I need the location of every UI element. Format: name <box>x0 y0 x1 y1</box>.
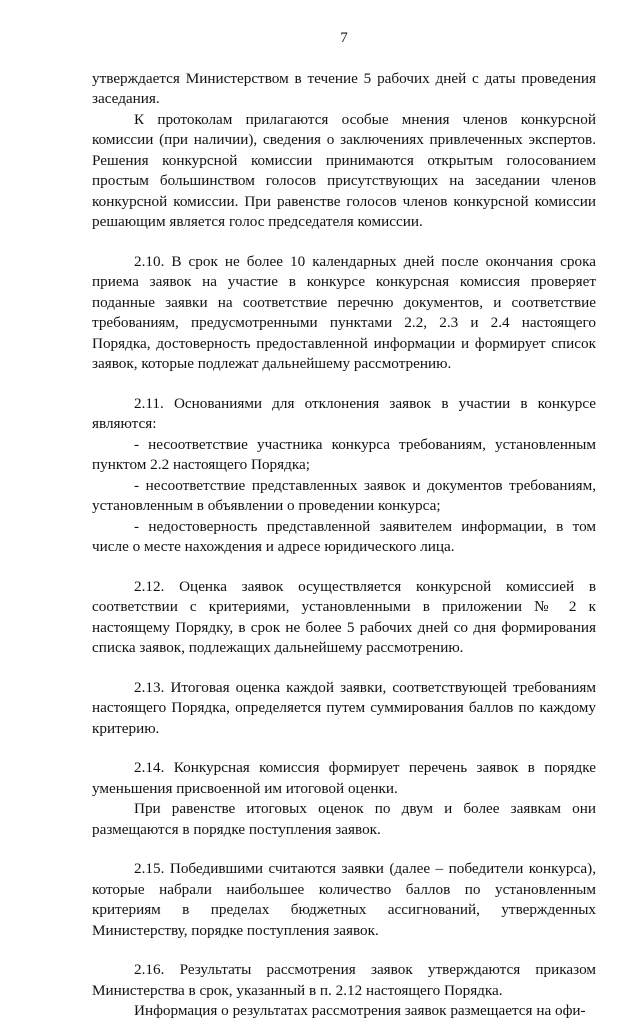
paragraph-2-10: 2.10. В срок не более 10 календарных дней после окончания срока приема заявок на участие в конкурсе конкурсная комиссия проверяет поданные заявки на соответствие перечню документов, и соответствие требованиям, предусмотренными пунктами 2.2, 2.3 и 2.4 настоящего Порядка, достоверность предоставленной информации и формирует список заявок, которые подлежат дальнейшему рассмотрению. <box>92 252 596 372</box>
list-item-rejection-2: - несоответствие представленных заявок и документов требованиям, установленным в объявлении о проведении конкурса; <box>92 476 596 514</box>
paragraph-2-15: 2.15. Победившими считаются заявки (далее – победители конкурса), которые набрали наибольшее количество баллов по установленным критериям в пределах бюджетных ассигнований, утвержденных Министерству, порядке поступления заявок. <box>92 860 596 939</box>
paragraph-2-13: 2.13. Итоговая оценка каждой заявки, соответствующей требованиям настоящего Порядка, определяется путем суммирования баллов по каждому критерию. <box>92 678 596 737</box>
list-item-rejection-1: - несоответствие участника конкурса требованиям, установленным пунктом 2.2 настоящего Порядка; <box>92 435 596 473</box>
paragraph-continuation: утверждается Министерством в течение 5 рабочих дней с даты проведения заседания. <box>92 69 596 107</box>
list-item-rejection-3: - недостоверность представленной заявителем информации, в том числе о месте нахождения и адресе юридического лица. <box>92 517 596 555</box>
paragraph-protocols: К протоколам прилагаются особые мнения членов конкурсной комиссии (при наличии), сведения о заключениях привлеченных экспертов. Решения конкурсной комиссии принимаются открытым голосованием простым большинством голосов присутствующих на заседании членов конкурсной комиссии. При равенстве голосов членов конкурсной комиссии решающим является голос председателя комиссии. <box>92 110 596 230</box>
paragraph-2-14: 2.14. Конкурсная комиссия формирует перечень заявок в порядке уменьшения присвоенной им итоговой оценки. <box>92 759 596 797</box>
paragraph-results-info: Информация о результатах рассмотрения заявок размещается на офи- <box>134 1002 586 1019</box>
paragraph-2-16: 2.16. Результаты рассмотрения заявок утверждаются приказом Министерства в срок, указанный в п. 2.12 настоящего Порядка. <box>92 961 596 999</box>
page-number: 7 <box>340 30 348 46</box>
paragraph-2-12: 2.12. Оценка заявок осуществляется конкурсной комиссией в соответствии с критериями, установленными в приложении № 2 к настоящему Порядку, в срок не более 5 рабочих дней со дня формирования списка заявок, подлежащих дальнейшему рассмотрению. <box>92 577 596 656</box>
paragraph-equal-scores: При равенстве итоговых оценок по двум и более заявкам они размещаются в порядке поступления заявок. <box>92 800 596 838</box>
paragraph-2-11: 2.11. Основаниями для отклонения заявок в участии в конкурсе являются: <box>92 394 596 432</box>
